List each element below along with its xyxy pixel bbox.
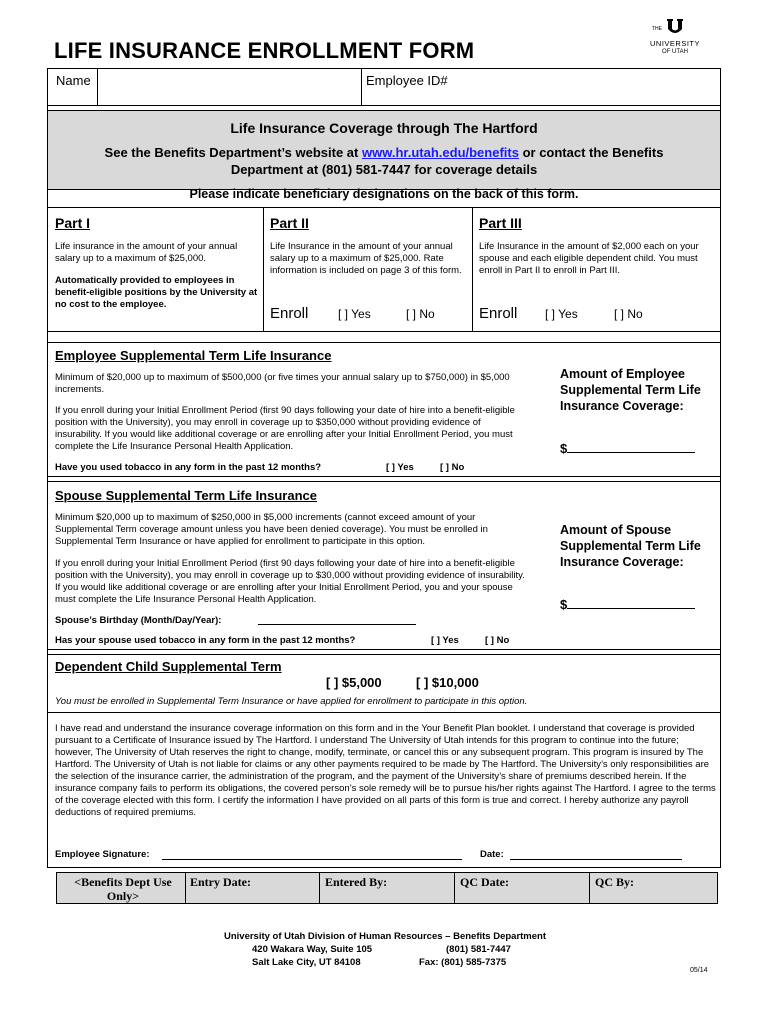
part3-yes-checkbox[interactable]: [ ] Yes	[545, 307, 578, 321]
university-logo	[640, 18, 710, 64]
employee-amount-label: Amount of Employee Supplemental Term Life Insurance Coverage:	[560, 367, 701, 413]
name-label: Name	[56, 73, 91, 88]
spouse-dollar-sign: $	[560, 597, 568, 612]
form-frame	[47, 68, 721, 868]
signature-field[interactable]	[162, 859, 462, 860]
signature-label: Employee Signature:	[55, 849, 150, 860]
spouse-tobacco-no[interactable]: [ ] No	[485, 635, 510, 646]
block-u-icon	[666, 18, 684, 36]
dependent-heading: Dependent Child Supplemental Term	[55, 659, 282, 674]
qc-date-label: QC Date:	[460, 875, 509, 889]
employee-supp-p1: Minimum of $20,000 up to maximum of $500,000 (or five times your annual salary up to $750,000) in $5,000 increments.	[55, 372, 510, 395]
benefits-use-only-label: <Benefits Dept Use Only>	[74, 875, 172, 903]
spouse-birthday-field[interactable]	[258, 624, 416, 625]
logo-the: THE	[652, 26, 662, 32]
part2-text: Life Insurance in the amount of your annual salary up to a maximum of $25,000. Rate information is included on page 3 of this form.	[270, 241, 462, 276]
footer-department: University of Utah Division of Human Resources – Benefits Department	[223, 931, 547, 942]
part3-title: Part III	[479, 215, 522, 231]
spouse-supp-p2: If you enroll during your Initial Enrollment Period (first 90 days following your date of hire into a benefit-eligible position with the University), you may enroll in coverage up to $30,000 without providing evidence of insurability. If you would like additional coverage or are enrolling after your Initial Enrollment Period, you and your spouse must complete the Life Insurance Personal Health Application.	[55, 558, 525, 605]
part3-text: Life Insurance in the amount of $2,000 each on your spouse and each eligible dependent child. You must enroll in Part II to enroll in Part III.	[479, 241, 699, 276]
employee-tobacco-yes[interactable]: [ ] Yes	[386, 462, 414, 473]
spouse-supp-heading: Spouse Supplemental Term Life Insurance	[55, 488, 317, 503]
name-field[interactable]	[100, 73, 358, 101]
part1-bold: Automatically provided to employees in benefit-eligible positions by the University at no cost to the employee.	[55, 275, 258, 310]
part1-title: Part I	[55, 215, 91, 231]
dependent-5000-option[interactable]: [ ] $5,000	[326, 675, 382, 690]
dependent-10000-option[interactable]: [ ] $10,000	[416, 675, 479, 690]
employee-dollar-sign: $	[560, 441, 568, 456]
part2-title: Part II	[270, 215, 309, 231]
part2-yes-checkbox[interactable]: [ ] Yes	[338, 307, 371, 321]
coverage-line1	[48, 145, 720, 160]
spouse-supp-p1: Minimum $20,000 up to maximum of $250,000 in $5,000 increments (cannot exceed amount of your Supplemental Term coverage amount unless you have been denied coverage). You must be enrolled in Supplemental Term Insurance or have applied for enrollment to participate in this option.	[55, 512, 488, 547]
spouse-amount-label: Amount of Spouse Supplemental Term Life Insurance Coverage:	[560, 523, 701, 569]
employee-tobacco-no[interactable]: [ ] No	[440, 462, 465, 473]
spouse-amount-field[interactable]	[560, 597, 695, 612]
entry-date-label: Entry Date:	[190, 875, 251, 889]
part3-no-checkbox[interactable]: [ ] No	[614, 307, 643, 321]
part2-enroll-label: Enroll	[270, 305, 309, 322]
coverage-line2: Department at (801) 581-7447 for coverage details	[230, 162, 538, 177]
part1-text: Life insurance in the amount of your annual salary up to a maximum of $25,000.	[55, 241, 238, 264]
date-field[interactable]	[510, 859, 682, 860]
dependent-note: You must be enrolled in Supplemental Term Insurance or have applied for enrollment to participate in this option.	[55, 696, 528, 707]
employee-supp-heading: Employee Supplemental Term Life Insurance	[55, 348, 332, 363]
office-use-row	[56, 872, 718, 904]
employee-supp-p2: If you enroll during your Initial Enrollment Period (first 90 days following your date of hire into a benefit-eligible position with the University), you may enroll in coverage up to $350,000 without providing evidence of insurability. If you would like additional coverage or are enrolling after your Initial Enrollment Period, you must complete the Life Insurance Personal Health Application.	[55, 405, 515, 452]
entered-by-label: Entered By:	[325, 875, 388, 889]
employee-id-label: Employee ID#	[366, 73, 448, 88]
page-title: LIFE INSURANCE ENROLLMENT FORM	[54, 38, 475, 63]
spouse-birthday-label: Spouse’s Birthday (Month/Day/Year):	[55, 615, 222, 626]
footer-address2: Salt Lake City, UT 84108	[252, 957, 361, 968]
footer-phone: (801) 581-7447	[446, 944, 511, 955]
date-label: Date:	[480, 849, 504, 860]
employee-amount-field[interactable]	[560, 441, 695, 456]
logo-line2: OF UTAH	[662, 49, 688, 55]
spouse-tobacco-question: Has your spouse used tobacco in any form in the past 12 months?	[55, 635, 356, 646]
coverage-heading: Life Insurance Coverage through The Hartford	[230, 120, 538, 136]
employee-id-field[interactable]	[458, 73, 718, 101]
footer-address1: 420 Wakara Way, Suite 105	[252, 944, 373, 955]
part3-enroll-label: Enroll	[479, 305, 518, 322]
qc-by-label: QC By:	[595, 875, 634, 889]
coverage-banner	[48, 110, 720, 190]
agreement-text: I have read and understand the insurance coverage information on this form and in the Your Benefit Plan booklet. I understand that coverage is provided pursuant to a Certificate of Insurance issued by The Hartford. I understand The University of Utah intends for this program to continue into the future; however, The University of Utah reserves the right to change, modify, terminate, or cancel this or any subsequent program. This program is insured by The Hartford. The University of Utah is not liable for claims or any other payments required to be made by The Hartford. The University’s only responsibilities are the selection of the insurance carrier, the administration of the program, and the payment of the University’s share of premiums described herein. If the insurance company fails to perform its obligations, the covered person’s sole remedy will be to pursue his/her rights against The Hartford. I agree to the terms of the coverage elected with this form. I certify the information I have provided on all parts of this form is true and correct. I hereby authorize any payroll deductions of required premiums.	[55, 723, 716, 818]
form-version: 05/14	[690, 967, 708, 974]
coverage-line1-post: or contact the Benefits	[518, 145, 664, 160]
logo-line1: UNIVERSITY	[649, 39, 700, 48]
spouse-tobacco-yes[interactable]: [ ] Yes	[431, 635, 459, 646]
beneficiary-note: Please indicate beneficiary designations on the back of this form.	[189, 187, 579, 201]
employee-tobacco-question: Have you used tobacco in any form in the past 12 months?	[55, 462, 322, 473]
benefits-website-link[interactable]: www.hr.utah.edu/benefits	[361, 145, 519, 160]
footer-fax: Fax: (801) 585-7375	[419, 957, 507, 968]
coverage-line1-pre: See the Benefits Department’s website at	[104, 145, 362, 160]
part2-no-checkbox[interactable]: [ ] No	[406, 307, 435, 321]
